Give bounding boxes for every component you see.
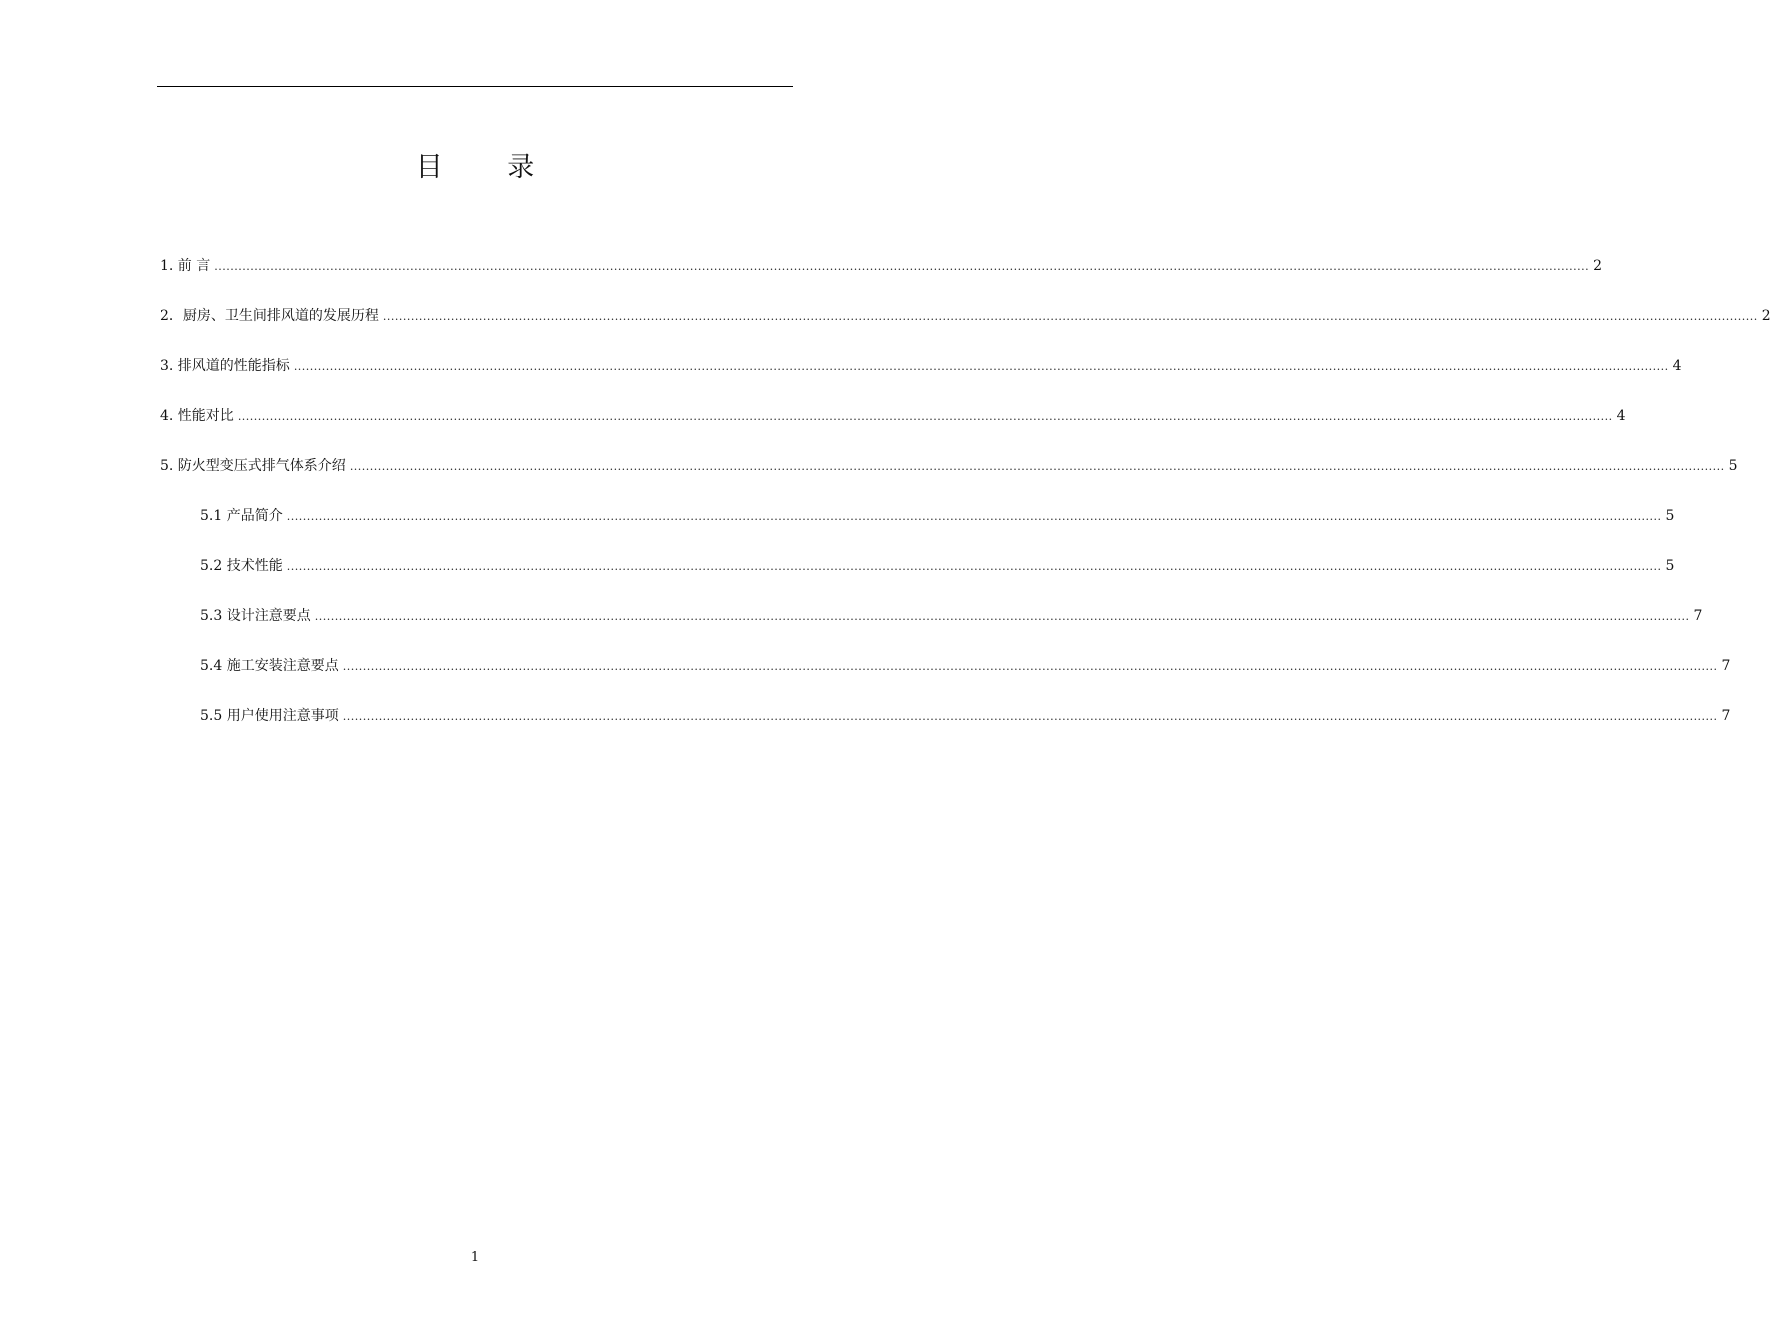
- toc-entry-label: 5.4 施工安装注意要点: [200, 658, 339, 674]
- toc-entry[interactable]: [160, 456, 1738, 477]
- toc-entry[interactable]: [160, 406, 1626, 427]
- toc-entry-label: 3. 排风道的性能指标: [160, 358, 290, 374]
- toc-entry[interactable]: [160, 356, 1682, 377]
- toc-entry[interactable]: [200, 656, 1731, 677]
- toc-entry-label: 5.2 技术性能: [200, 558, 283, 574]
- toc-entry-label: 4. 性能对比: [160, 408, 234, 424]
- toc-entry-label: 1. 前 言: [160, 258, 211, 274]
- toc-entry-label: 5.5 用户使用注意事项: [200, 708, 339, 724]
- dot-leader: ........................................................................................................................................................................................................................................................................................................................................................: [349, 460, 1725, 473]
- dot-leader: ........................................................................................................................................................................................................................................................................................................................................................: [286, 560, 1662, 573]
- dot-leader: ........................................................................................................................................................................................................................................................................................................................................................: [342, 710, 1718, 723]
- toc-entry[interactable]: [200, 706, 1731, 727]
- toc-entry[interactable]: [160, 256, 1603, 277]
- toc-entry-page: 5: [1665, 508, 1675, 524]
- toc-entry[interactable]: [160, 306, 1771, 327]
- page-number: 1: [470, 1250, 480, 1265]
- toc-entry-page: 7: [1721, 708, 1731, 724]
- toc-title: 目 录: [415, 152, 563, 183]
- dot-leader: ........................................................................................................................................................................................................................................................................................................................................................: [382, 310, 1758, 323]
- toc-entry-page: 2: [1761, 308, 1771, 324]
- toc-entry-page: 4: [1616, 408, 1626, 424]
- toc-entry-page: 4: [1672, 358, 1682, 374]
- toc-entry-page: 2: [1593, 258, 1603, 274]
- toc-entry-page: 7: [1693, 608, 1703, 624]
- toc-entry[interactable]: [200, 556, 1675, 577]
- toc-entry[interactable]: [200, 506, 1675, 527]
- toc-entry[interactable]: [200, 606, 1703, 627]
- dot-leader: ........................................................................................................................................................................................................................................................................................................................................................: [314, 610, 1690, 623]
- dot-leader: ........................................................................................................................................................................................................................................................................................................................................................: [237, 410, 1613, 423]
- toc-entry-page: 5: [1665, 558, 1675, 574]
- toc-entry-label: 2．厨房、卫生间排风道的发展历程: [160, 308, 379, 324]
- toc-entry-page: 7: [1721, 658, 1731, 674]
- toc-entry-label: 5. 防火型变压式排气体系介绍: [160, 458, 346, 474]
- dot-leader: ........................................................................................................................................................................................................................................................................................................................................................: [293, 360, 1669, 373]
- toc-entry-label: 5.3 设计注意要点: [200, 608, 311, 624]
- toc-entry-label: 5.1 产品简介: [200, 508, 283, 524]
- dot-leader: ........................................................................................................................................................................................................................................................................................................................................................: [214, 260, 1590, 273]
- toc-entry-page: 5: [1728, 458, 1738, 474]
- dot-leader: ........................................................................................................................................................................................................................................................................................................................................................: [342, 660, 1718, 673]
- dot-leader: ........................................................................................................................................................................................................................................................................................................................................................: [286, 510, 1662, 523]
- header-rule: [157, 86, 793, 87]
